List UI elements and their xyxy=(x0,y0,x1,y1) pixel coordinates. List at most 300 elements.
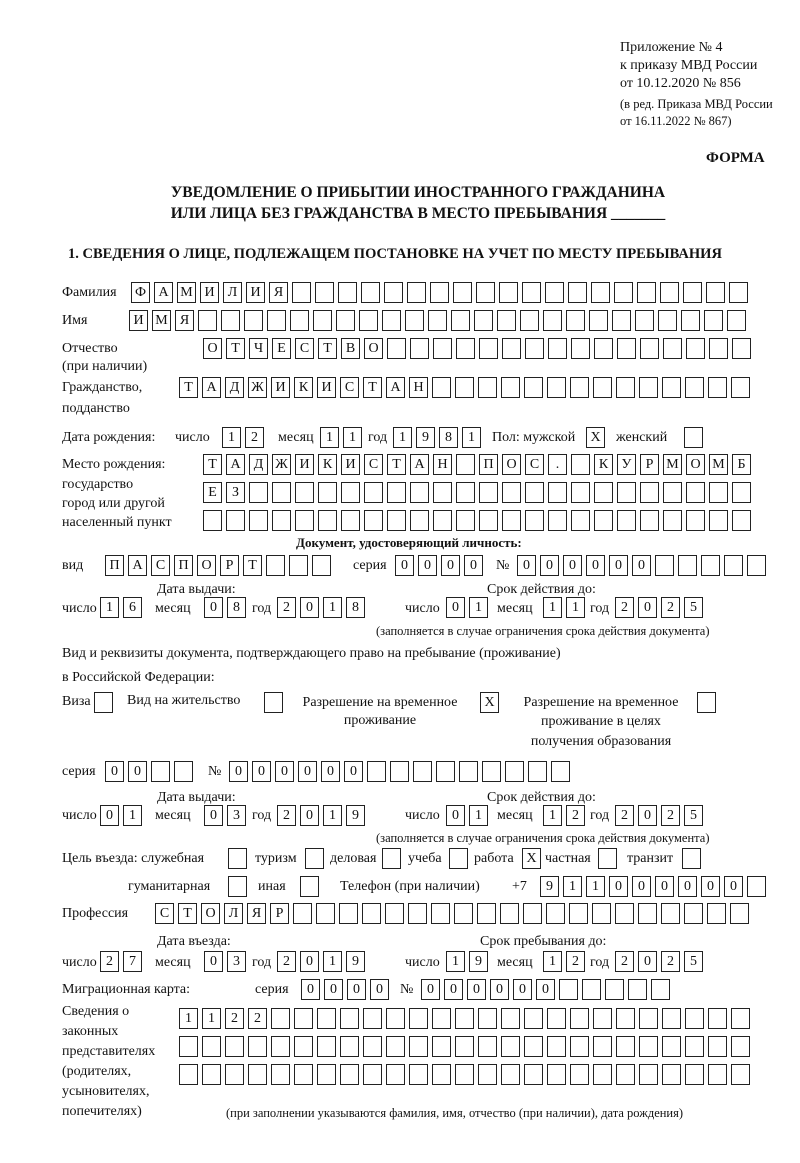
char-cell[interactable] xyxy=(628,979,647,1000)
char-cell[interactable] xyxy=(364,510,383,531)
char-cell[interactable] xyxy=(724,555,743,576)
visa-checkbox[interactable] xyxy=(94,692,113,713)
entry-month-field[interactable] xyxy=(204,951,246,972)
patronymic-field[interactable] xyxy=(203,338,751,359)
char-cell[interactable]: К xyxy=(294,377,313,398)
char-cell[interactable]: X xyxy=(522,848,541,869)
char-cell[interactable]: 0 xyxy=(609,876,628,897)
char-cell[interactable] xyxy=(662,1064,681,1085)
char-cell[interactable]: 5 xyxy=(684,805,703,826)
char-cell[interactable] xyxy=(543,310,562,331)
right-number-field[interactable] xyxy=(229,761,570,782)
char-cell[interactable] xyxy=(593,1036,612,1057)
char-cell[interactable] xyxy=(271,1064,290,1085)
char-cell[interactable]: 0 xyxy=(464,555,483,576)
char-cell[interactable] xyxy=(684,903,703,924)
char-cell[interactable]: 0 xyxy=(301,979,320,1000)
char-cell[interactable]: 0 xyxy=(540,555,559,576)
legal-reps-field[interactable] xyxy=(179,1064,750,1085)
char-cell[interactable] xyxy=(616,1036,635,1057)
char-cell[interactable] xyxy=(386,1036,405,1057)
char-cell[interactable]: 1 xyxy=(343,427,362,448)
char-cell[interactable] xyxy=(202,1064,221,1085)
char-cell[interactable]: А xyxy=(154,282,173,303)
right-valid-month-field[interactable] xyxy=(543,805,585,826)
char-cell[interactable] xyxy=(340,1036,359,1057)
char-cell[interactable] xyxy=(459,761,478,782)
char-cell[interactable]: Я xyxy=(269,282,288,303)
char-cell[interactable] xyxy=(198,310,217,331)
char-cell[interactable] xyxy=(524,1036,543,1057)
char-cell[interactable] xyxy=(455,1008,474,1029)
char-cell[interactable] xyxy=(410,482,429,503)
char-cell[interactable]: 0 xyxy=(444,979,463,1000)
char-cell[interactable]: 0 xyxy=(724,876,743,897)
char-cell[interactable]: Р xyxy=(270,903,289,924)
char-cell[interactable]: 0 xyxy=(204,805,223,826)
char-cell[interactable]: 8 xyxy=(439,427,458,448)
char-cell[interactable] xyxy=(502,338,521,359)
char-cell[interactable] xyxy=(617,510,636,531)
birthplace-field[interactable] xyxy=(203,454,751,475)
char-cell[interactable] xyxy=(697,692,716,713)
char-cell[interactable] xyxy=(305,848,324,869)
char-cell[interactable]: 0 xyxy=(441,555,460,576)
char-cell[interactable]: Е xyxy=(272,338,291,359)
temporary-residence-checkbox[interactable] xyxy=(480,692,499,713)
phone-field[interactable] xyxy=(540,876,766,897)
char-cell[interactable] xyxy=(477,903,496,924)
char-cell[interactable] xyxy=(589,310,608,331)
right-series-field[interactable] xyxy=(105,761,193,782)
char-cell[interactable]: И xyxy=(295,454,314,475)
char-cell[interactable]: 1 xyxy=(446,951,465,972)
char-cell[interactable] xyxy=(482,761,501,782)
char-cell[interactable] xyxy=(569,903,588,924)
char-cell[interactable]: 0 xyxy=(655,876,674,897)
char-cell[interactable] xyxy=(547,1036,566,1057)
char-cell[interactable] xyxy=(732,482,751,503)
char-cell[interactable] xyxy=(405,310,424,331)
char-cell[interactable]: 0 xyxy=(536,979,555,1000)
char-cell[interactable]: 1 xyxy=(462,427,481,448)
char-cell[interactable] xyxy=(449,848,468,869)
char-cell[interactable]: С xyxy=(364,454,383,475)
char-cell[interactable]: 9 xyxy=(540,876,559,897)
char-cell[interactable]: 0 xyxy=(638,951,657,972)
char-cell[interactable]: X xyxy=(480,692,499,713)
char-cell[interactable] xyxy=(727,310,746,331)
char-cell[interactable]: Н xyxy=(409,377,428,398)
char-cell[interactable] xyxy=(616,1008,635,1029)
char-cell[interactable] xyxy=(709,338,728,359)
char-cell[interactable] xyxy=(413,761,432,782)
char-cell[interactable] xyxy=(732,338,751,359)
char-cell[interactable] xyxy=(433,482,452,503)
sex-male-checkbox[interactable] xyxy=(586,427,605,448)
char-cell[interactable] xyxy=(731,377,750,398)
char-cell[interactable]: 2 xyxy=(615,805,634,826)
char-cell[interactable] xyxy=(651,979,670,1000)
doc-issue-month-field[interactable] xyxy=(204,597,246,618)
birthplace-field[interactable] xyxy=(203,510,751,531)
char-cell[interactable] xyxy=(316,903,335,924)
char-cell[interactable] xyxy=(453,282,472,303)
char-cell[interactable]: 9 xyxy=(346,805,365,826)
char-cell[interactable]: 1 xyxy=(320,427,339,448)
char-cell[interactable] xyxy=(410,338,429,359)
char-cell[interactable]: М xyxy=(177,282,196,303)
char-cell[interactable] xyxy=(317,1008,336,1029)
char-cell[interactable] xyxy=(271,1008,290,1029)
char-cell[interactable]: 8 xyxy=(227,597,246,618)
char-cell[interactable] xyxy=(292,282,311,303)
char-cell[interactable]: 9 xyxy=(469,951,488,972)
char-cell[interactable] xyxy=(500,903,519,924)
doc-series-field[interactable] xyxy=(395,555,483,576)
char-cell[interactable]: 2 xyxy=(615,951,634,972)
char-cell[interactable]: И xyxy=(271,377,290,398)
doc-issue-day-field[interactable] xyxy=(100,597,142,618)
char-cell[interactable] xyxy=(605,979,624,1000)
char-cell[interactable]: 1 xyxy=(179,1008,198,1029)
char-cell[interactable] xyxy=(571,482,590,503)
right-issue-month-field[interactable] xyxy=(204,805,246,826)
char-cell[interactable] xyxy=(408,903,427,924)
char-cell[interactable] xyxy=(547,1064,566,1085)
char-cell[interactable] xyxy=(151,761,170,782)
char-cell[interactable] xyxy=(639,1064,658,1085)
char-cell[interactable]: 1 xyxy=(566,597,585,618)
char-cell[interactable]: 1 xyxy=(222,427,241,448)
char-cell[interactable] xyxy=(616,1064,635,1085)
char-cell[interactable]: 5 xyxy=(684,597,703,618)
char-cell[interactable] xyxy=(704,310,723,331)
entry-year-field[interactable] xyxy=(277,951,365,972)
char-cell[interactable]: 0 xyxy=(100,805,119,826)
char-cell[interactable] xyxy=(179,1036,198,1057)
char-cell[interactable] xyxy=(317,1064,336,1085)
char-cell[interactable] xyxy=(684,427,703,448)
char-cell[interactable]: 2 xyxy=(615,597,634,618)
char-cell[interactable] xyxy=(410,510,429,531)
char-cell[interactable]: Т xyxy=(243,555,262,576)
char-cell[interactable]: Т xyxy=(226,338,245,359)
char-cell[interactable] xyxy=(339,903,358,924)
char-cell[interactable] xyxy=(293,903,312,924)
char-cell[interactable] xyxy=(431,903,450,924)
char-cell[interactable] xyxy=(685,1064,704,1085)
char-cell[interactable] xyxy=(547,377,566,398)
char-cell[interactable] xyxy=(409,1008,428,1029)
char-cell[interactable]: 2 xyxy=(277,805,296,826)
char-cell[interactable]: 0 xyxy=(300,951,319,972)
right-valid-year-field[interactable] xyxy=(615,805,703,826)
char-cell[interactable] xyxy=(639,1008,658,1029)
char-cell[interactable]: З xyxy=(226,482,245,503)
char-cell[interactable] xyxy=(272,510,291,531)
char-cell[interactable]: 0 xyxy=(395,555,414,576)
char-cell[interactable] xyxy=(364,482,383,503)
char-cell[interactable]: 0 xyxy=(467,979,486,1000)
char-cell[interactable]: П xyxy=(479,454,498,475)
char-cell[interactable]: 0 xyxy=(418,555,437,576)
char-cell[interactable] xyxy=(681,310,700,331)
char-cell[interactable] xyxy=(570,1008,589,1029)
char-cell[interactable] xyxy=(501,1008,520,1029)
char-cell[interactable]: 0 xyxy=(324,979,343,1000)
char-cell[interactable]: Б xyxy=(732,454,751,475)
char-cell[interactable] xyxy=(708,377,727,398)
char-cell[interactable] xyxy=(478,377,497,398)
char-cell[interactable] xyxy=(289,555,308,576)
char-cell[interactable]: 1 xyxy=(563,876,582,897)
char-cell[interactable]: О xyxy=(203,338,222,359)
char-cell[interactable] xyxy=(678,555,697,576)
char-cell[interactable]: 0 xyxy=(609,555,628,576)
char-cell[interactable]: 1 xyxy=(469,597,488,618)
char-cell[interactable] xyxy=(430,282,449,303)
char-cell[interactable] xyxy=(747,555,766,576)
char-cell[interactable]: С xyxy=(525,454,544,475)
char-cell[interactable]: 0 xyxy=(586,555,605,576)
char-cell[interactable]: О xyxy=(686,454,705,475)
char-cell[interactable]: 0 xyxy=(563,555,582,576)
purpose-private-checkbox[interactable] xyxy=(598,848,617,869)
char-cell[interactable] xyxy=(548,510,567,531)
char-cell[interactable] xyxy=(382,848,401,869)
char-cell[interactable] xyxy=(249,510,268,531)
purpose-tourism-checkbox[interactable] xyxy=(305,848,324,869)
char-cell[interactable] xyxy=(709,510,728,531)
birthplace-field[interactable] xyxy=(203,482,751,503)
char-cell[interactable] xyxy=(707,903,726,924)
char-cell[interactable]: 0 xyxy=(421,979,440,1000)
char-cell[interactable] xyxy=(571,338,590,359)
char-cell[interactable] xyxy=(340,1064,359,1085)
purpose-service-checkbox[interactable] xyxy=(228,848,247,869)
char-cell[interactable]: А xyxy=(410,454,429,475)
char-cell[interactable]: 0 xyxy=(298,761,317,782)
char-cell[interactable] xyxy=(686,482,705,503)
char-cell[interactable] xyxy=(701,555,720,576)
char-cell[interactable] xyxy=(479,338,498,359)
char-cell[interactable] xyxy=(290,310,309,331)
char-cell[interactable] xyxy=(637,282,656,303)
char-cell[interactable]: 1 xyxy=(323,805,342,826)
char-cell[interactable] xyxy=(174,761,193,782)
char-cell[interactable] xyxy=(568,282,587,303)
char-cell[interactable] xyxy=(363,1036,382,1057)
char-cell[interactable] xyxy=(612,310,631,331)
char-cell[interactable] xyxy=(361,282,380,303)
char-cell[interactable]: И xyxy=(317,377,336,398)
purpose-transit-checkbox[interactable] xyxy=(682,848,701,869)
char-cell[interactable]: С xyxy=(155,903,174,924)
char-cell[interactable] xyxy=(436,761,455,782)
char-cell[interactable]: С xyxy=(340,377,359,398)
char-cell[interactable]: М xyxy=(709,454,728,475)
purpose-study-checkbox[interactable] xyxy=(449,848,468,869)
char-cell[interactable]: И xyxy=(200,282,219,303)
char-cell[interactable]: 0 xyxy=(701,876,720,897)
char-cell[interactable] xyxy=(598,848,617,869)
char-cell[interactable] xyxy=(432,1064,451,1085)
char-cell[interactable] xyxy=(502,510,521,531)
char-cell[interactable] xyxy=(479,482,498,503)
char-cell[interactable]: О xyxy=(201,903,220,924)
char-cell[interactable] xyxy=(94,692,113,713)
char-cell[interactable]: Ч xyxy=(249,338,268,359)
purpose-humanitarian-checkbox[interactable] xyxy=(228,876,247,897)
char-cell[interactable] xyxy=(548,338,567,359)
purpose-business-checkbox[interactable] xyxy=(382,848,401,869)
char-cell[interactable] xyxy=(639,1036,658,1057)
char-cell[interactable]: Т xyxy=(387,454,406,475)
char-cell[interactable]: К xyxy=(318,454,337,475)
char-cell[interactable]: Р xyxy=(640,454,659,475)
char-cell[interactable]: 2 xyxy=(661,951,680,972)
temporary-residence-edu-checkbox[interactable] xyxy=(697,692,716,713)
char-cell[interactable] xyxy=(318,510,337,531)
char-cell[interactable]: С xyxy=(295,338,314,359)
char-cell[interactable] xyxy=(228,876,247,897)
char-cell[interactable]: 1 xyxy=(202,1008,221,1029)
char-cell[interactable] xyxy=(582,979,601,1000)
char-cell[interactable]: 8 xyxy=(346,597,365,618)
char-cell[interactable] xyxy=(570,377,589,398)
char-cell[interactable]: 2 xyxy=(277,951,296,972)
char-cell[interactable] xyxy=(294,1064,313,1085)
char-cell[interactable]: 0 xyxy=(632,555,651,576)
char-cell[interactable]: М xyxy=(152,310,171,331)
char-cell[interactable]: 0 xyxy=(638,597,657,618)
char-cell[interactable] xyxy=(382,310,401,331)
char-cell[interactable] xyxy=(341,510,360,531)
char-cell[interactable]: Т xyxy=(203,454,222,475)
char-cell[interactable]: Л xyxy=(223,282,242,303)
char-cell[interactable] xyxy=(386,1064,405,1085)
char-cell[interactable] xyxy=(300,876,319,897)
char-cell[interactable]: 0 xyxy=(321,761,340,782)
birth-year-field[interactable] xyxy=(393,427,481,448)
char-cell[interactable]: О xyxy=(197,555,216,576)
char-cell[interactable]: 9 xyxy=(346,951,365,972)
char-cell[interactable] xyxy=(663,510,682,531)
char-cell[interactable] xyxy=(384,282,403,303)
char-cell[interactable]: 1 xyxy=(100,597,119,618)
char-cell[interactable] xyxy=(635,310,654,331)
char-cell[interactable] xyxy=(571,510,590,531)
char-cell[interactable] xyxy=(663,338,682,359)
char-cell[interactable] xyxy=(317,1036,336,1057)
char-cell[interactable] xyxy=(478,1036,497,1057)
char-cell[interactable] xyxy=(731,1008,750,1029)
char-cell[interactable] xyxy=(685,1036,704,1057)
char-cell[interactable] xyxy=(706,282,725,303)
char-cell[interactable]: Н xyxy=(433,454,452,475)
char-cell[interactable] xyxy=(202,1036,221,1057)
char-cell[interactable] xyxy=(433,338,452,359)
char-cell[interactable] xyxy=(639,377,658,398)
char-cell[interactable] xyxy=(294,1008,313,1029)
char-cell[interactable]: Е xyxy=(203,482,222,503)
legal-reps-field[interactable] xyxy=(179,1036,750,1057)
char-cell[interactable] xyxy=(456,454,475,475)
char-cell[interactable] xyxy=(747,876,766,897)
char-cell[interactable] xyxy=(658,310,677,331)
char-cell[interactable] xyxy=(228,848,247,869)
char-cell[interactable]: А xyxy=(202,377,221,398)
char-cell[interactable] xyxy=(338,282,357,303)
doc-issue-year-field[interactable] xyxy=(277,597,365,618)
char-cell[interactable] xyxy=(638,903,657,924)
char-cell[interactable]: Л xyxy=(224,903,243,924)
char-cell[interactable]: О xyxy=(364,338,383,359)
char-cell[interactable]: В xyxy=(341,338,360,359)
migration-card-number-field[interactable] xyxy=(421,979,670,1000)
char-cell[interactable] xyxy=(295,482,314,503)
char-cell[interactable]: 0 xyxy=(300,597,319,618)
stay-day-field[interactable] xyxy=(446,951,488,972)
migration-card-series-field[interactable] xyxy=(301,979,389,1000)
char-cell[interactable] xyxy=(363,1008,382,1029)
char-cell[interactable] xyxy=(559,979,578,1000)
legal-reps-field[interactable] xyxy=(179,1008,750,1029)
char-cell[interactable] xyxy=(478,1064,497,1085)
char-cell[interactable]: 0 xyxy=(513,979,532,1000)
char-cell[interactable] xyxy=(615,903,634,924)
char-cell[interactable]: Ж xyxy=(248,377,267,398)
char-cell[interactable] xyxy=(570,1064,589,1085)
char-cell[interactable] xyxy=(455,1036,474,1057)
char-cell[interactable] xyxy=(203,510,222,531)
char-cell[interactable] xyxy=(708,1036,727,1057)
char-cell[interactable] xyxy=(686,510,705,531)
char-cell[interactable]: А xyxy=(128,555,147,576)
char-cell[interactable]: 1 xyxy=(543,951,562,972)
char-cell[interactable] xyxy=(685,1008,704,1029)
char-cell[interactable]: 0 xyxy=(204,597,223,618)
birth-day-field[interactable] xyxy=(222,427,264,448)
char-cell[interactable] xyxy=(244,310,263,331)
char-cell[interactable] xyxy=(409,1064,428,1085)
char-cell[interactable] xyxy=(455,1064,474,1085)
char-cell[interactable]: Т xyxy=(363,377,382,398)
char-cell[interactable]: У xyxy=(617,454,636,475)
char-cell[interactable]: Ж xyxy=(272,454,291,475)
char-cell[interactable] xyxy=(367,761,386,782)
char-cell[interactable] xyxy=(545,282,564,303)
char-cell[interactable]: 5 xyxy=(684,951,703,972)
char-cell[interactable] xyxy=(336,310,355,331)
char-cell[interactable]: О xyxy=(502,454,521,475)
char-cell[interactable]: 2 xyxy=(566,951,585,972)
char-cell[interactable]: 2 xyxy=(225,1008,244,1029)
char-cell[interactable] xyxy=(571,454,590,475)
char-cell[interactable] xyxy=(474,310,493,331)
char-cell[interactable]: К xyxy=(594,454,613,475)
name-field[interactable] xyxy=(129,310,746,331)
sex-female-checkbox[interactable] xyxy=(684,427,703,448)
doc-valid-day-field[interactable] xyxy=(446,597,488,618)
char-cell[interactable] xyxy=(390,761,409,782)
char-cell[interactable]: Т xyxy=(318,338,337,359)
char-cell[interactable] xyxy=(478,1008,497,1029)
char-cell[interactable] xyxy=(451,310,470,331)
char-cell[interactable] xyxy=(248,1064,267,1085)
char-cell[interactable] xyxy=(524,377,543,398)
